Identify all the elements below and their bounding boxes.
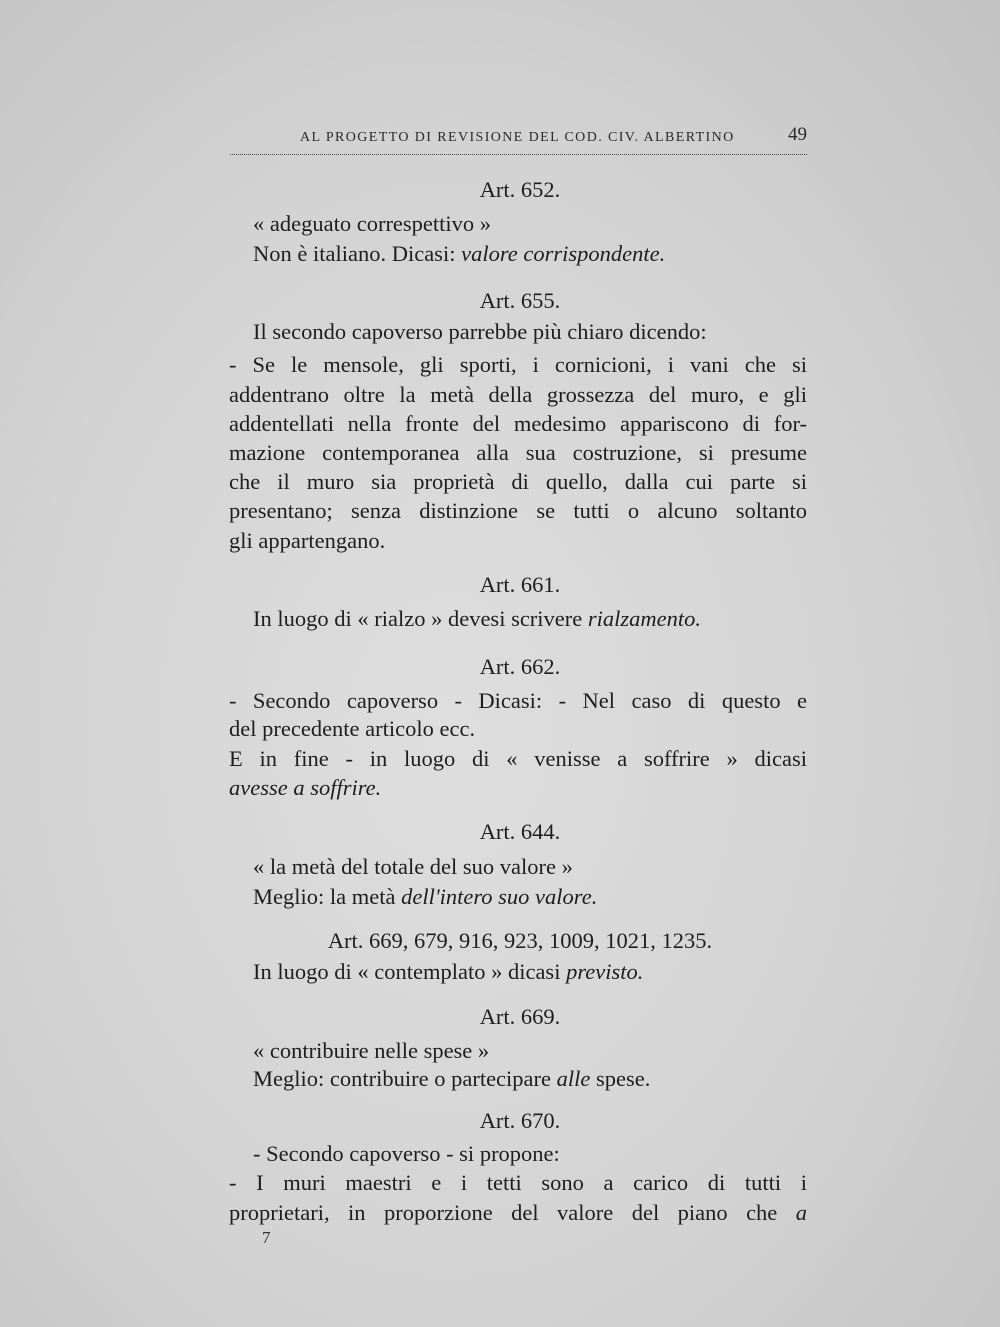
header-title: AL PROGETTO DI REVISIONE DEL COD. CIV. ALBERTINO bbox=[300, 130, 735, 145]
paragraph-line: E in fine - in luogo di « venisse a soffrire » dicasi bbox=[229, 746, 807, 771]
text-run: Meglio: la metà bbox=[253, 884, 396, 909]
paragraph-line: mazione contemporanea alla sua costruzione, si presume bbox=[229, 440, 807, 465]
italic-text: alle bbox=[556, 1066, 591, 1091]
article-heading: Art. 655. bbox=[479, 288, 561, 313]
article-heading: Art. 670. bbox=[479, 1108, 561, 1133]
italic-text: valore corrispondente. bbox=[461, 241, 666, 266]
paragraph-line: addentellati nella fronte del medesimo appariscono di for- bbox=[229, 411, 807, 436]
paragraph-line: - I muri maestri e i tetti sono a carico di tutti i bbox=[229, 1170, 807, 1195]
paragraph-line: - Se le mensole, gli sporti, i cornicioni, i vani che si bbox=[229, 352, 807, 377]
italic-text: previsto. bbox=[566, 959, 644, 984]
paragraph-line: del precedente articolo ecc. bbox=[229, 716, 476, 741]
text-run: Non è italiano. Dicasi: bbox=[253, 241, 456, 266]
italic-text: a bbox=[795, 1200, 808, 1225]
paragraph-line: gli appartengano. bbox=[229, 528, 386, 553]
article-heading: Art. 669. bbox=[479, 1004, 561, 1029]
paragraph-line bbox=[253, 882, 597, 912]
paragraph-line bbox=[253, 957, 643, 987]
paragraph-line: - Secondo capoverso - Dicasi: - Nel caso di questo e bbox=[229, 688, 807, 713]
article-heading: Art. 652. bbox=[479, 177, 561, 202]
quoted-text: « adeguato correspettivo » bbox=[253, 211, 492, 236]
italic-text: avesse a soffrire. bbox=[229, 775, 382, 800]
quoted-text: « contribuire nelle spese » bbox=[253, 1038, 490, 1063]
text-run: In luogo di « rialzo » devesi scrivere bbox=[253, 606, 583, 631]
page-number: 49 bbox=[788, 124, 807, 145]
paragraph-line: Il secondo capoverso parrebbe più chiaro dicendo: bbox=[253, 319, 707, 344]
paragraph-line bbox=[229, 773, 381, 803]
article-heading: Art. 662. bbox=[479, 654, 561, 679]
text-run: proprietari, in proporzione del valore del piano che bbox=[229, 1200, 778, 1225]
article-heading: Art. 661. bbox=[479, 572, 561, 597]
paragraph-line bbox=[253, 604, 701, 634]
italic-text: rialzamento. bbox=[587, 606, 702, 631]
text-run: spese. bbox=[596, 1066, 651, 1091]
paragraph-line: addentrano oltre la metà della grossezza del muro, e gli bbox=[229, 382, 807, 407]
text-run: Meglio: contribuire o partecipare bbox=[253, 1066, 552, 1091]
quoted-text: « la metà del totale del suo valore » bbox=[253, 854, 573, 879]
text-run: In luogo di « contemplato » dicasi bbox=[253, 959, 561, 984]
printer-signature: 7 bbox=[262, 1228, 271, 1247]
paragraph-line: presentano; senza distinzione se tutti o alcuno soltanto bbox=[229, 498, 807, 523]
article-heading: Art. 644. bbox=[479, 819, 561, 844]
running-header bbox=[230, 124, 807, 155]
paragraph-line bbox=[229, 1198, 807, 1228]
paragraph-line: che il muro sia proprietà di quello, dalla cui parte si bbox=[229, 469, 807, 494]
paragraph-line: - Secondo capoverso - si propone: bbox=[253, 1141, 560, 1166]
paragraph-line bbox=[253, 1064, 650, 1094]
paragraph-line bbox=[253, 239, 665, 269]
article-heading: Art. 669, 679, 916, 923, 1009, 1021, 1235. bbox=[327, 928, 713, 953]
italic-text: dell'intero suo valore. bbox=[401, 884, 598, 909]
